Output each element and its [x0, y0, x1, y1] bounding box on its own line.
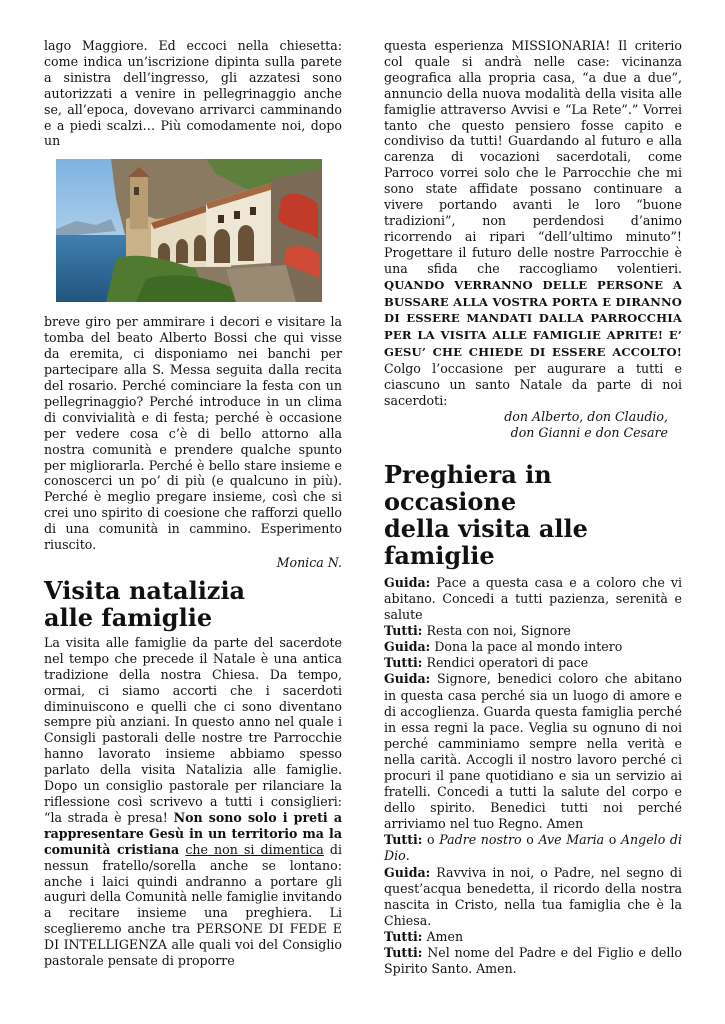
prayer-text: o: [422, 832, 440, 848]
missionary-paragraph: [384, 38, 682, 409]
prayer-ave-maria: Ave Maria: [538, 832, 605, 848]
missionary-text-a: questa esperienza MISSIONARIA! Il criterio col quale si andrà nelle case: vicinanza geografica alla propria casa, “a due a due”, annuncio della nuova modalità della visita alle famiglie attraverso Avvisi e “La Rete”.” Vorrei tanto che questo pensiero fosse capito e condiviso da tutti! Guardando al futuro e alla carenza di vocazioni sacerdotali, come Parroco vorrei solo che le Parrocchie che mi sono state affidate possano continuare a vivere portando avanti le loro “buone tradizioni”, non perdendosi d’animo ricorrendo ai ripari “dell’ultimo minuto”! Progettare il futuro delle nostre Parrocchie è una sfida che raccogliamo volentieri.: [384, 38, 682, 276]
signature-monica: Monica N.: [276, 554, 342, 570]
prayer-text: Signore, benedici coloro che abitano in questa casa perché sia un luogo di amore e di accoglienza. Guarda questa famiglia perché in essa regni la pace. Veglia su ognuno di noi perché camminiamo sempre nella verità e nella carità. Accogli il nostro lavoro perché ci procuri il pane quotidiano e sia un servizio ai fratelli. Concedi a tutti la salute del corpo e dello spirito. Benedici tutti noi perché arriviamo nel tuo Regno. Amen: [384, 671, 682, 832]
signature-priests-2: don Gianni e don Cesare: [510, 424, 668, 440]
prayer-text: Ravviva in noi, o Padre, nel segno di quest’acqua benedetta, il ricordo della nostra nascita in Cristo, nella tua famiglia che è la Chiesa.: [384, 864, 682, 928]
speaker: Tutti:: [384, 655, 423, 671]
visit-text-underlined: che non si dimentica: [185, 841, 324, 857]
visit-text-a: La visita alle famiglie da parte del sacerdote nel tempo che precede il Natale è una antica tradizione della nostra Chiesa. Da tempo, ormai, ci siamo accorti che i sacerdoti diminuiscono e quelli che ci sono diventano sempre più anziani. In questo anno nel quale i Consigli pastorali delle nostre tre Parrocchie hanno lavorato insieme abbiamo spesso parlato della visita Natalizia alle famiglie. Dopo un consiglio pastorale per rilanciare la riflessione così scrivevo a tutti i consiglieri: “la strada è presa!: [44, 634, 342, 825]
prayer-line: [384, 575, 682, 623]
visit-paragraph: [44, 635, 342, 969]
prayer-text: o: [604, 832, 621, 848]
speaker: Guida:: [384, 864, 431, 880]
prayer-text: Resta con noi, Signore: [422, 623, 571, 639]
prayer-line: [384, 671, 682, 832]
heading-line-2: alle famiglie: [44, 602, 213, 632]
prayer-text: o: [521, 832, 539, 848]
intro-paragraph: lago Maggiore. Ed eccoci nella chiesetta: come indica un’iscrizione dipinta sulla parete a sinistra dell’ingresso, gli azzatesi sono autorizzati a venire in pellegrinaggio anche se, all’epoca, dovevano arrivarci camminando e a piedi scalzi… Più comodamente noi, dopo un: [44, 38, 342, 149]
speaker: Tutti:: [384, 945, 423, 960]
hermitage-photo: [56, 159, 322, 302]
heading-line-1: Visita natalizia: [44, 575, 246, 605]
prayer-line: [384, 929, 682, 945]
speaker: Tutti:: [384, 832, 423, 848]
heading-preghiera: [384, 461, 682, 569]
speaker: Tutti:: [384, 928, 423, 944]
heading-line-2: della visita alle famiglie: [384, 513, 588, 570]
right-column: [384, 38, 682, 977]
missionary-caps: QUANDO VERRANNO DELLE PERSONE A BUSSARE ALLA VOSTRA PORTA E DIRANNO DI ESSERE MANDATI DALLA PARROCCHIA PER LA VISITA ALLE FAMIGLIE APRITE! E’ GESU’ CHE CHIEDE DI ESSERE ACCOLTO!: [384, 277, 682, 360]
pilgrimage-paragraph: breve giro per ammirare i decori e visitare la tomba del beato Alberto Bossi che qui visse da eremita, ci disponiamo nei banchi per partecipare alla S. Messa seguita dalla recita del rosario. Perché cominciare la festa con un pellegrinaggio? Perché introduce in un clima di convivialità e di festa; perché è occasione per vedere cosa c’è di bello attorno alla nostra comunità e prendere qualche spunto per migliorarla. Perché è bello stare insieme e conoscerci un po’ di più (e qualcuno in più). Perché è meglio pregare insieme, così che si crei uno spirito di coesione che rafforzi quello di una comunità in cammino. Esperimento riuscito.: [44, 314, 342, 553]
prayer-text: Nel nome del Padre e del Figlio e dello Spirito Santo. Amen.: [384, 945, 682, 977]
heading-line-1: Preghiera in occasione: [384, 459, 552, 516]
prayer-line: [384, 655, 682, 671]
prayer-line: [384, 832, 682, 864]
speaker: Guida:: [384, 671, 431, 687]
heading-visita-natalizia: [44, 577, 342, 631]
prayer-line: [384, 623, 682, 639]
prayer-line: [384, 639, 682, 655]
prayer-text: Dona la pace al mondo intero: [430, 639, 623, 655]
missionary-text-b: Colgo l’occasione per augurare a tutti e ciascuno un santo Natale da parte di noi sacerdoti:: [384, 361, 682, 408]
signature-priests-1: don Alberto, don Claudio,: [504, 408, 668, 424]
speaker: Guida:: [384, 639, 431, 655]
prayer-block: [384, 575, 682, 977]
prayer-text: Pace a questa casa e a coloro che vi abitano. Concedi a tutti pazienza, serenità e salute: [384, 574, 682, 623]
prayer-text: .: [405, 848, 410, 864]
prayer-text: Amen: [422, 928, 464, 944]
left-column: [44, 38, 342, 969]
visit-text-bold: Non sono solo i preti a rappresentare Gesù in un territorio ma la comunità cristiana: [44, 809, 342, 857]
prayer-padre-nostro: Padre nostro: [439, 832, 522, 848]
speaker: Guida:: [384, 574, 431, 590]
prayer-line: [384, 945, 682, 977]
visit-text-b: di nessun fratello/sorella anche se lontano: anche i laici quindi andranno a portare gli auguri della Comunità nelle famiglie invitando a recitare insieme una preghiera. Li sceglieremo anche tra PERSONE DI FEDE E DI INTELLIGENZA alle quali voi del Consiglio pastorale pensate di proporre: [44, 841, 343, 969]
speaker: Tutti:: [384, 623, 423, 639]
prayer-line: [384, 865, 682, 929]
prayer-angelo-di-dio: Angelo di Dio: [384, 832, 682, 864]
prayer-text: Rendici operatori di pace: [422, 655, 589, 671]
